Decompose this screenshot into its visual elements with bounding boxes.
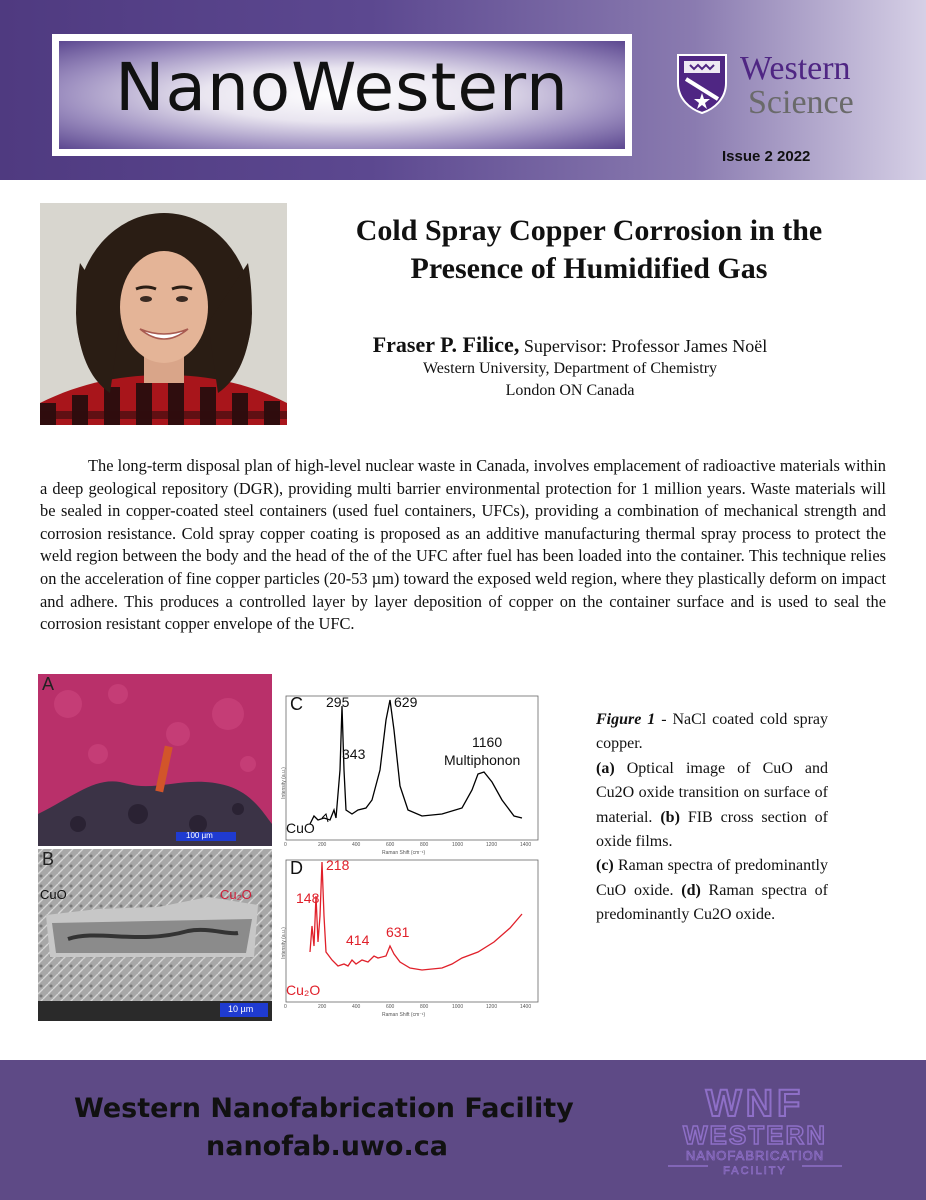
author-line — [300, 332, 840, 358]
panel-b-cuo: CuO — [40, 887, 67, 902]
panel-b-cu2o: Cu₂O — [220, 887, 252, 902]
panel-d-peak-631: 631 — [386, 924, 410, 940]
panel-d-xtick: 1400 — [520, 1004, 532, 1010]
panel-a-scale: 100 µm — [186, 831, 213, 840]
figure-panel-a — [38, 674, 272, 846]
caption-tag-b: (b) — [652, 808, 680, 826]
author-photo — [40, 203, 287, 425]
brand-science: Science — [748, 84, 854, 121]
panel-d-peak-218: 218 — [326, 857, 350, 873]
panel-d-xlabel: Raman Shift (cm⁻¹) — [382, 1012, 426, 1018]
panel-c-xtick: 200 — [318, 842, 327, 848]
figure-caption — [596, 708, 828, 928]
panel-d-xtick: 400 — [352, 1004, 361, 1010]
western-crest-icon — [676, 53, 728, 115]
caption-d: Raman spectra of predominantly Cu2O oxide. — [596, 881, 828, 924]
affiliation: Western University, Department of Chemistry London ON Canada — [422, 360, 718, 399]
newsletter-title: NanoWestern — [115, 49, 569, 126]
panel-c-xtick: 1400 — [520, 842, 532, 848]
panel-d-xtick: 800 — [420, 1004, 429, 1010]
panel-c-xtick: 400 — [352, 842, 361, 848]
figure-title: - NaCl coated cold spray copper. — [596, 711, 828, 753]
panel-c-xtick: 1000 — [452, 842, 464, 848]
panel-c-species: CuO — [286, 820, 315, 836]
panel-c-multiphonon: Multiphonon — [444, 752, 521, 768]
article-title: Cold Spray Copper Corrosion in the Presence of Humidified Gas — [355, 214, 823, 285]
panel-c-peak-1160: 1160 — [472, 734, 503, 750]
body-paragraph: The long-term disposal plan of high-level nuclear waste in Canada, involves emplacement of radioactive materials within a deep geological repository (DGR), providing multi barrier environmental protection for 1 million years. Waste materials will be sealed in copper-coated steel containers (used fuel containers, UFCs), providing a combination of mechanical strength and corrosion resistance. Cold spray copper coating is proposed as an additive manufacturing thermal spray process to protect the weld region between the body and the head of the of the UFC after fuel has been loaded into the container. This technique relies on the acceleration of fine copper particles (20-53 µm) toward the exposed weld region, where they plastically deform on impact and adhere. This produces a controlled layer by layer deposition of copper on the container surface and is used to seal the corrosion resistant copper envelope of the UFC. — [40, 456, 886, 634]
figure-ref: Figure 1 — [596, 711, 656, 728]
panel-c-peak-295: 295 — [326, 694, 350, 710]
panel-c-xlabel: Raman Shift (cm⁻¹) — [382, 850, 426, 856]
caption-tag-c: (c) — [596, 857, 614, 875]
panel-c-xtick: 0 — [284, 842, 287, 848]
masthead — [0, 0, 926, 180]
figure-panel-b — [38, 849, 272, 1021]
caption-b: FIB cross section of oxide films. — [596, 808, 828, 851]
panel-d-xtick: 0 — [284, 1004, 287, 1010]
wnf-logo-facility: FACILITY — [723, 1165, 787, 1177]
panel-b-label: B — [42, 849, 55, 869]
panel-d-xtick: 1200 — [486, 1004, 498, 1010]
panel-d-xtick: 1000 — [452, 1004, 464, 1010]
footer-facility-name: Western Nanofabrication Facility — [74, 1093, 574, 1124]
panel-d-ylabel: Intensity (a.u.) — [280, 927, 287, 959]
caption-a: Optical image of CuO and Cu2O oxide transition on surface of material. — [596, 759, 828, 826]
panel-c-xtick: 1200 — [486, 842, 498, 848]
panel-d-xtick: 200 — [318, 1004, 327, 1010]
author-name: Fraser P. Filice, — [372, 332, 520, 357]
panel-c-peak-343: 343 — [342, 746, 366, 762]
wnf-logo-nanofabrication: NANOFABRICATION — [685, 1148, 825, 1163]
panel-d-peak-414: 414 — [346, 932, 370, 948]
panel-c-xtick: 600 — [386, 842, 395, 848]
panel-d-xtick: 600 — [386, 1004, 395, 1010]
article-body — [40, 455, 886, 636]
figure-panel-c — [282, 690, 540, 858]
caption-tag-d: (d) — [673, 881, 701, 899]
supervisor: Supervisor: Professor James Noël — [519, 336, 768, 356]
footer-website: nanofab.uwo.ca — [206, 1131, 448, 1162]
caption-c: Raman spectra of predominantly CuO oxide. — [596, 857, 828, 899]
panel-c-label: C — [290, 694, 303, 714]
figure-panel-d — [282, 856, 540, 1022]
panel-d-label: D — [290, 858, 303, 878]
caption-tag-a: (a) — [596, 759, 615, 777]
panel-d-species: Cu₂O — [286, 982, 321, 998]
wnf-logo-western: WESTERN — [683, 1120, 827, 1150]
wnf-logo-letters: WNF — [705, 1083, 805, 1125]
panel-c-ylabel: Intensity (a.u.) — [280, 767, 287, 799]
issue-number: Issue 2 2022 — [722, 148, 811, 165]
panel-c-peak-629: 629 — [394, 694, 418, 710]
wnf-logo — [660, 1082, 850, 1177]
panel-d-peak-148: 148 — [296, 890, 320, 906]
brand-western: Western — [740, 50, 851, 87]
panel-c-xtick: 800 — [420, 842, 429, 848]
panel-b-scale: 10 µm — [228, 1004, 254, 1014]
masthead-title-frame — [52, 34, 632, 156]
panel-a-label: A — [42, 674, 55, 694]
